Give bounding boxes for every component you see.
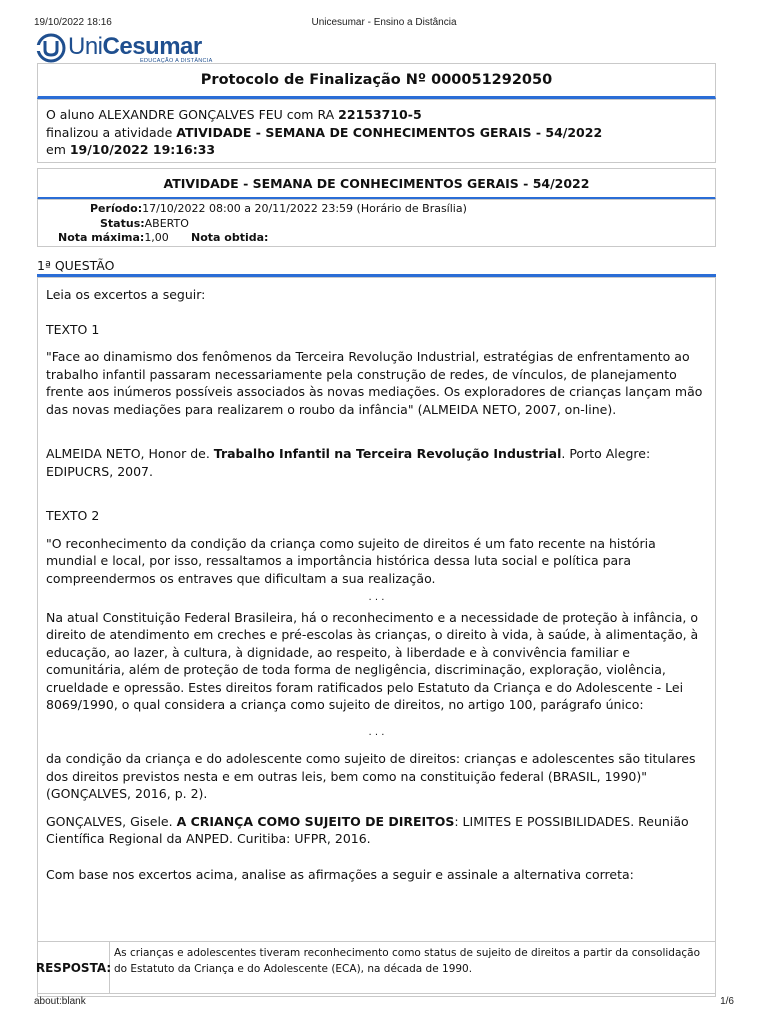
nota-max-group bbox=[58, 231, 169, 246]
print-footer bbox=[0, 994, 768, 1010]
logo-cesumar: Cesumar bbox=[102, 33, 202, 60]
student-name-text: O aluno ALEXANDRE GONÇALVES FEU com RA bbox=[46, 107, 339, 122]
periodo-label: Período: bbox=[90, 202, 143, 215]
activity-title: ATIVIDADE - SEMANA DE CONHECIMENTOS GERAIS - 54/2022 bbox=[37, 168, 716, 200]
print-datetime: 19/10/2022 18:16 bbox=[34, 17, 112, 28]
ref2-author: GONÇALVES, Gisele. bbox=[46, 813, 177, 829]
question-prompt: Com base nos excertos acima, analise as afirmações a seguir e assinale a alternativa correta: bbox=[46, 866, 634, 882]
ref2-title: A CRIANÇA COMO SUJEITO DE DIREITOS bbox=[176, 813, 455, 829]
ref2-publisher: : LIMITES E POSSIBILIDADES. Reunião Científica Regional da ANPED. Curitiba: UFPR, 2016. bbox=[46, 813, 689, 846]
status-value: ABERTO bbox=[144, 216, 189, 230]
periodo-row bbox=[38, 202, 715, 217]
texto2-paragraph-3: da condição da criança e do adolescente como sujeito de direitos: crianças e adolescentes são titulares dos direitos previstos nesta e em outras leis, bem como na constituição federal (BRASIL, 1990)" (GONÇALVES, 2016, p. 2). bbox=[46, 751, 696, 801]
texto2-paragraph-1: "O reconhecimento da condição da criança como sujeito de direitos é um fato recente na história mundial e local, por isso, ressaltamos a importância histórica dessa luta social e política para compreendermos os entraves que dificultam a sua realização. bbox=[46, 535, 656, 586]
status-label: Status: bbox=[100, 216, 145, 230]
ref1-title: Trabalho Infantil na Terceira Revolução Industrial bbox=[213, 446, 562, 461]
student-line-3 bbox=[46, 141, 707, 159]
activity-info-box bbox=[37, 199, 716, 247]
date-prefix: em bbox=[46, 142, 70, 157]
protocol-title: Protocolo de Finalização Nº 000051292050 bbox=[37, 63, 716, 99]
periodo-value: 17/10/2022 08:00 a 20/11/2022 23:59 (Horário de Brasília) bbox=[142, 202, 467, 215]
logo-emblem-icon bbox=[36, 33, 66, 63]
answer-label: RESPOSTA: bbox=[38, 942, 110, 993]
texto1-label: TEXTO 1 bbox=[46, 321, 100, 337]
ref1-publisher: . Porto Alegre: EDIPUCRS, 2007. bbox=[46, 446, 651, 479]
logo-uni: Uni bbox=[68, 33, 103, 60]
ellipsis-1: . . . bbox=[368, 592, 385, 603]
reference-2 bbox=[46, 813, 707, 848]
finalized-text: finalizou a atividade bbox=[46, 124, 177, 140]
question-number: 1ª QUESTÃO bbox=[37, 257, 716, 277]
finalized-date: 19/10/2022 19:16:33 bbox=[69, 142, 216, 157]
logo-tagline: EDUCAÇÃO A DISTÂNCIA bbox=[140, 58, 213, 64]
ref1-author: ALMEIDA NETO, Honor de. bbox=[46, 446, 214, 461]
nota-max-value: 1,00 bbox=[144, 231, 169, 244]
question-body bbox=[37, 277, 716, 997]
student-line-1 bbox=[46, 106, 707, 124]
student-info-box bbox=[37, 99, 716, 163]
student-ra: 22153710-5 bbox=[338, 107, 422, 122]
answer-text: As crianças e adolescentes tiveram reconhecimento como status de sujeito de direitos a partir da consolidação do Estatuto da Criança e do Adolescente (ECA), na década de 1990. bbox=[114, 947, 701, 975]
question-intro: Leia os excertos a seguir: bbox=[46, 287, 206, 302]
nota-row bbox=[38, 231, 715, 246]
reference-1 bbox=[46, 445, 707, 480]
texto2-paragraph-2: Na atual Constituição Federal Brasileira, há o reconhecimento e a necessidade de proteção à infância, o direito de atendimento em creches e pré-escolas às crianças, o direito à vida, à saúde, à alimentação, à educação, ao lazer, à cultura, à dignidade, ao respeito, à liberdade e à convivência familiar e comunitária, além de proteção de toda forma de negligência, discriminação, exploração, violência, crueldade e opressão. Estes direitos foram ratificados pelo Estatuto da Criança e do Adolescente - Lei 8069/1990, o qual considera a criança como sujeito de direitos, no artigo 100, parágrafo único: bbox=[46, 609, 699, 712]
status-group bbox=[100, 217, 189, 232]
answer-table bbox=[37, 941, 716, 994]
finalized-activity: ATIVIDADE - SEMANA DE CONHECIMENTOS GERAIS - 54/2022 bbox=[176, 124, 603, 140]
print-header bbox=[0, 15, 768, 31]
nota-max-label: Nota máxima: bbox=[58, 231, 145, 244]
logo-wordmark bbox=[68, 33, 202, 61]
unicesumar-logo bbox=[36, 33, 213, 65]
print-window-title: Unicesumar - Ensino a Distância bbox=[311, 17, 457, 28]
periodo-group bbox=[90, 202, 467, 217]
nota-obtida-label: Nota obtida: bbox=[191, 231, 269, 244]
status-row bbox=[38, 217, 715, 232]
print-url: about:blank bbox=[34, 996, 86, 1007]
ellipsis-2: . . . bbox=[368, 726, 385, 738]
texto2-label: TEXTO 2 bbox=[46, 508, 100, 523]
student-line-2 bbox=[46, 124, 707, 142]
print-page-number: 1/6 bbox=[720, 996, 734, 1007]
texto1-body: "Face ao dinamismo dos fenômenos da Terceira Revolução Industrial, estratégias de enfrentamento ao trabalho infantil passaram necessariamente pela construção de redes, de vínculos, de planejamento frente aos inúmeros possíveis associados às novas mediações. Os exploradores de crianças lançam mão das novas mediações para realizarem o roubo da infância" (ALMEIDA NETO, 2007, on-line). bbox=[46, 349, 703, 417]
